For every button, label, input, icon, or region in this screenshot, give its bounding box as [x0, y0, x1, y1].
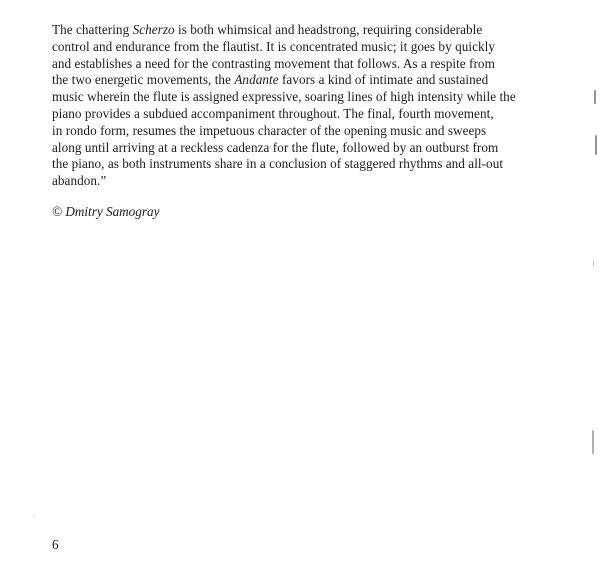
scan-artifact — [592, 430, 594, 454]
scan-artifact — [34, 515, 35, 516]
andante-title: Andante — [234, 72, 279, 88]
body-paragraph — [52, 22, 592, 190]
scan-artifact — [593, 260, 594, 266]
scherzo-title: Scherzo — [132, 22, 175, 37]
text-run-2: is both whimsical and headstrong, requiring considerable control and endurance from the flautist. It is concentrated music; it goes by quickly and establishes a need for the contrasting movement that follows. As a respite from the two energetic movements, the — [52, 22, 495, 88]
author-credit: © Dmitry Samogray — [52, 204, 160, 219]
scan-artifact — [595, 135, 597, 155]
scan-artifact — [594, 90, 596, 104]
text-run-3: favors a kind of intimate and sustained music wherein the flute is assigned expressive, soaring lines of high intensity while the piano provides a subdued accompaniment throughout. The final, fourth movement, in rondo form, resumes the impetuous character of the opening music and sweeps along until arriving at a reckless cadenza for the flute, followed by an outburst from the piano, as both instruments share in a conclusion of staggered rhythms and all-out abandon.” — [52, 72, 516, 189]
text-run-1: The chattering — [52, 22, 133, 37]
page-number: 6 — [52, 537, 59, 552]
